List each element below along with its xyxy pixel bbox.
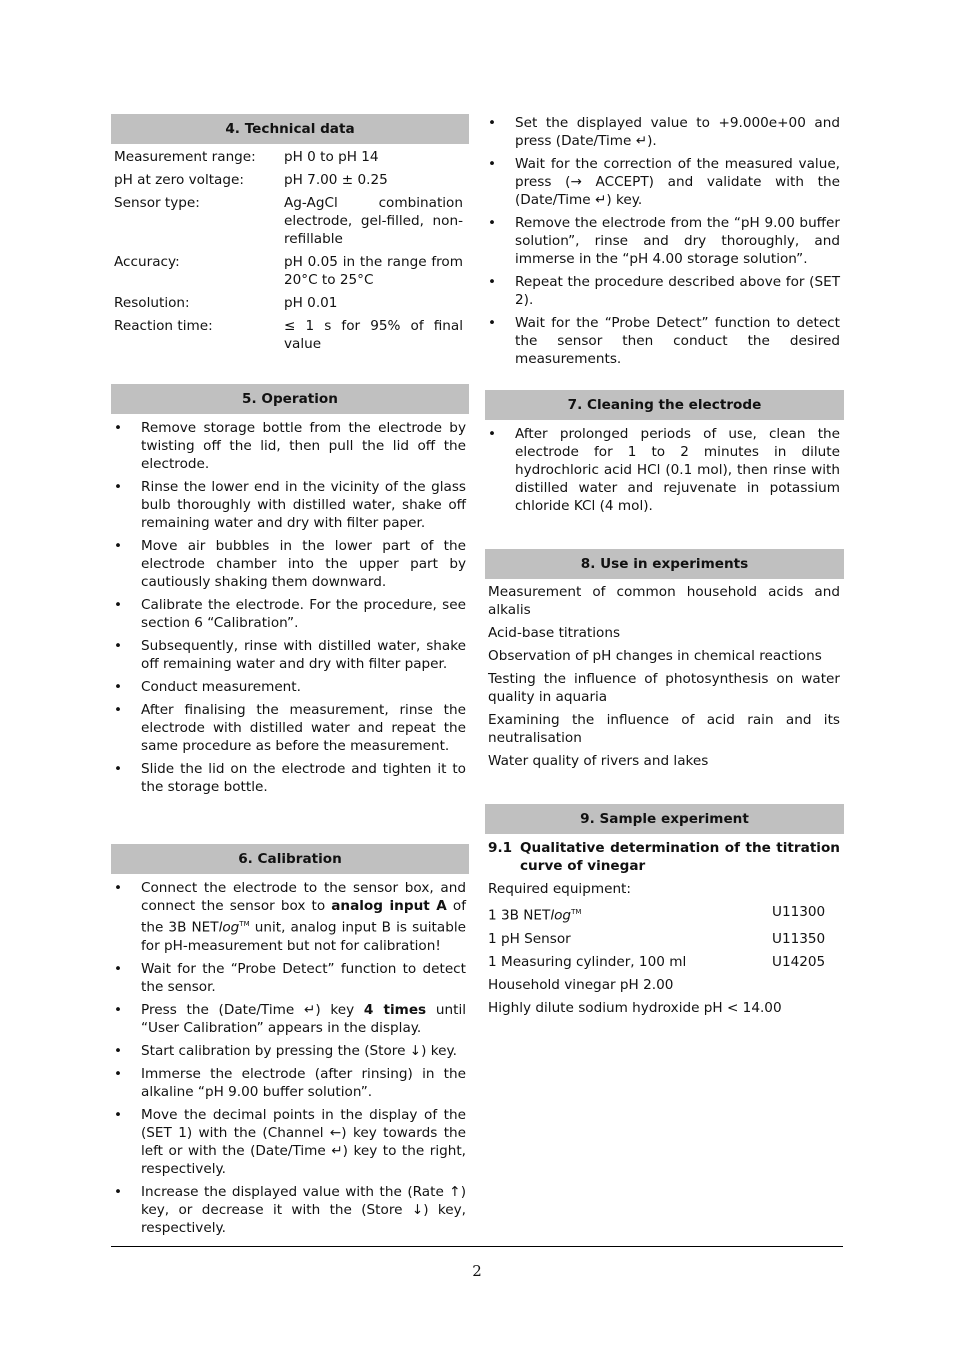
italic-text: log (550, 907, 572, 924)
list-item: • After prolonged periods of use, clean the electrode for 1 to 2 minutes in dilute hydrochloric acid HCl (0.1 mol), then rinse with distilled water and rejuvenate in potassium chloride KCl (4 mol). (485, 425, 843, 515)
technical-data-row (111, 171, 469, 189)
row-value: Ag-AgCl combination electrode, gel-filled, non-refillable (284, 195, 463, 247)
required-equipment-label: Required equipment: (488, 881, 631, 897)
equipment-row (485, 953, 843, 971)
list-item: Examining the influence of acid rain and its neutralisation (488, 712, 840, 746)
equipment-name (488, 903, 772, 925)
row-label: pH at zero voltage: (114, 172, 244, 188)
equipment-name: 1 Measuring cylinder, 100 ml (488, 953, 687, 970)
equipment-extra: Highly dilute sodium hydroxide pH < 14.00 (488, 999, 782, 1016)
list-item: • Conduct measurement. (111, 678, 469, 696)
list-item: Water quality of rivers and lakes (488, 753, 709, 769)
list-item: • Slide the lid on the electrode and tighten it to the storage bottle. (111, 760, 469, 796)
row-value: pH 0 to pH 14 (284, 149, 379, 165)
experiments-heading: 8. Use in experiments (485, 549, 844, 579)
list-item: • Calibrate the electrode. For the procedure, see section 6 “Calibration”. (111, 596, 469, 632)
equipment-row (485, 930, 843, 948)
list-item: • Rinse the lower end in the vicinity of the glass bulb thoroughly with distilled water, shake off remaining water and dry with filter paper. (111, 478, 469, 532)
page-number: 2 (472, 1262, 482, 1280)
sample-heading: 9. Sample experiment (485, 804, 844, 834)
text-run: 1 3B NET (488, 907, 551, 924)
subsection-number: 9.1 (488, 840, 513, 856)
cleaning-heading: 7. Cleaning the electrode (485, 390, 844, 420)
list-item: • Increase the displayed value with the (Rate ↑) key, or decrease it with the (Store ↓) key, respectively. (111, 1183, 469, 1237)
technical-data-row (111, 148, 469, 166)
italic-text: log (218, 919, 240, 936)
sample-section (485, 839, 843, 1022)
footer-divider (111, 1246, 843, 1247)
list-item: • Repeat the procedure described above for (SET 2). (485, 273, 843, 309)
equipment-row (485, 903, 843, 925)
list-item: • Subsequently, rinse with distilled water, shake off remaining water and dry with filter paper. (111, 637, 469, 673)
list-item: • Start calibration by pressing the (Store ↓) key. (111, 1042, 469, 1060)
trademark-mark: TM (239, 920, 250, 928)
text-run: Connect the electrode to the sensor box, and connect the sensor box to (141, 880, 466, 914)
list-item (111, 1001, 469, 1037)
text-run: Press the (Date/Time ↵) key (141, 1001, 364, 1018)
technical-data-row (111, 294, 469, 312)
equipment-code: U11350 (772, 930, 826, 947)
row-label: Accuracy: (114, 254, 180, 270)
technical-data-row (111, 253, 469, 289)
equipment-name: 1 pH Sensor (488, 930, 571, 947)
technical-data-row (111, 317, 469, 353)
list-item: • Move the decimal points in the display of the (SET 1) with the (Channel ←) key towards the left or with the (Date/Time ↵) key to the right, respectively. (111, 1106, 469, 1178)
row-label: Sensor type: (114, 195, 200, 211)
list-item: Measurement of common household acids and alkalis (488, 584, 840, 618)
cleaning-list (485, 425, 843, 520)
list-item: • Remove storage bottle from the electrode by twisting off the lid, then pull the lid off the electrode. (111, 419, 469, 473)
technical-data-heading: 4. Technical data (111, 114, 469, 144)
list-item: • Wait for the “Probe Detect” function to detect the sensor then conduct the desired measurements. (485, 314, 843, 368)
equipment-extra: Household vinegar pH 2.00 (488, 976, 674, 993)
row-value: pH 7.00 ± 0.25 (284, 172, 388, 188)
row-label: Measurement range: (114, 149, 256, 165)
equipment-code: U14205 (772, 953, 826, 970)
experiments-list (485, 583, 843, 775)
list-item: • Set the displayed value to +9.000e+00 and press (Date/Time ↵). (485, 114, 843, 150)
text-run: unit, analog input B is suitable for pH-measurement but not for calibration! (141, 919, 466, 954)
operation-heading: 5. Operation (111, 384, 469, 414)
row-value: ≤ 1 s for 95% of final value (284, 318, 463, 352)
trademark-mark: TM (571, 908, 582, 916)
row-value: pH 0.01 (284, 295, 338, 311)
list-item: • Wait for the “Probe Detect” function to detect the sensor. (111, 960, 469, 996)
operation-list (111, 419, 469, 801)
list-item: • Remove the electrode from the “pH 9.00 buffer solution”, rinse and dry thoroughly, and immerse in the “pH 4.00 storage solution”. (485, 214, 843, 268)
list-item: Acid-base titrations (488, 625, 621, 641)
list-item: • Move air bubbles in the lower part of the electrode chamber into the upper part by cautiously shaking them downward. (111, 537, 469, 591)
row-label: Reaction time: (114, 318, 213, 334)
emphasis-text: 4 times (363, 1001, 427, 1018)
row-label: Resolution: (114, 295, 190, 311)
row-value: pH 0.05 in the range from 20°C to 25°C (284, 254, 463, 288)
subsection-title (485, 839, 843, 875)
subsection-text: Qualitative determination of the titration curve of vinegar (520, 840, 840, 874)
equipment-code: U11300 (772, 904, 826, 920)
list-item: Observation of pH changes in chemical reactions (488, 648, 822, 664)
list-item (111, 879, 469, 955)
calibration-list (111, 879, 469, 1242)
text-run: until “User Calibration” appears in the display. (141, 1001, 467, 1036)
list-item: • After finalising the measurement, rinse the electrode with distilled water and repeat the same procedure as before the measurement. (111, 701, 469, 755)
list-item: • Wait for the correction of the measured value, press (→ ACCEPT) and validate with the (Date/Time ↵) key. (485, 155, 843, 209)
technical-data-row (111, 194, 469, 248)
emphasis-text: analog input A (331, 898, 447, 914)
technical-data-table (111, 148, 469, 358)
text-run: of the 3B NET (141, 898, 466, 936)
list-item: Testing the influence of photosynthesis on water quality in aquaria (488, 671, 840, 705)
list-item: • Immerse the electrode (after rinsing) in the alkaline “pH 9.00 buffer solution”. (111, 1065, 469, 1101)
calibration-continued-list (485, 114, 843, 373)
calibration-heading: 6. Calibration (111, 844, 469, 874)
